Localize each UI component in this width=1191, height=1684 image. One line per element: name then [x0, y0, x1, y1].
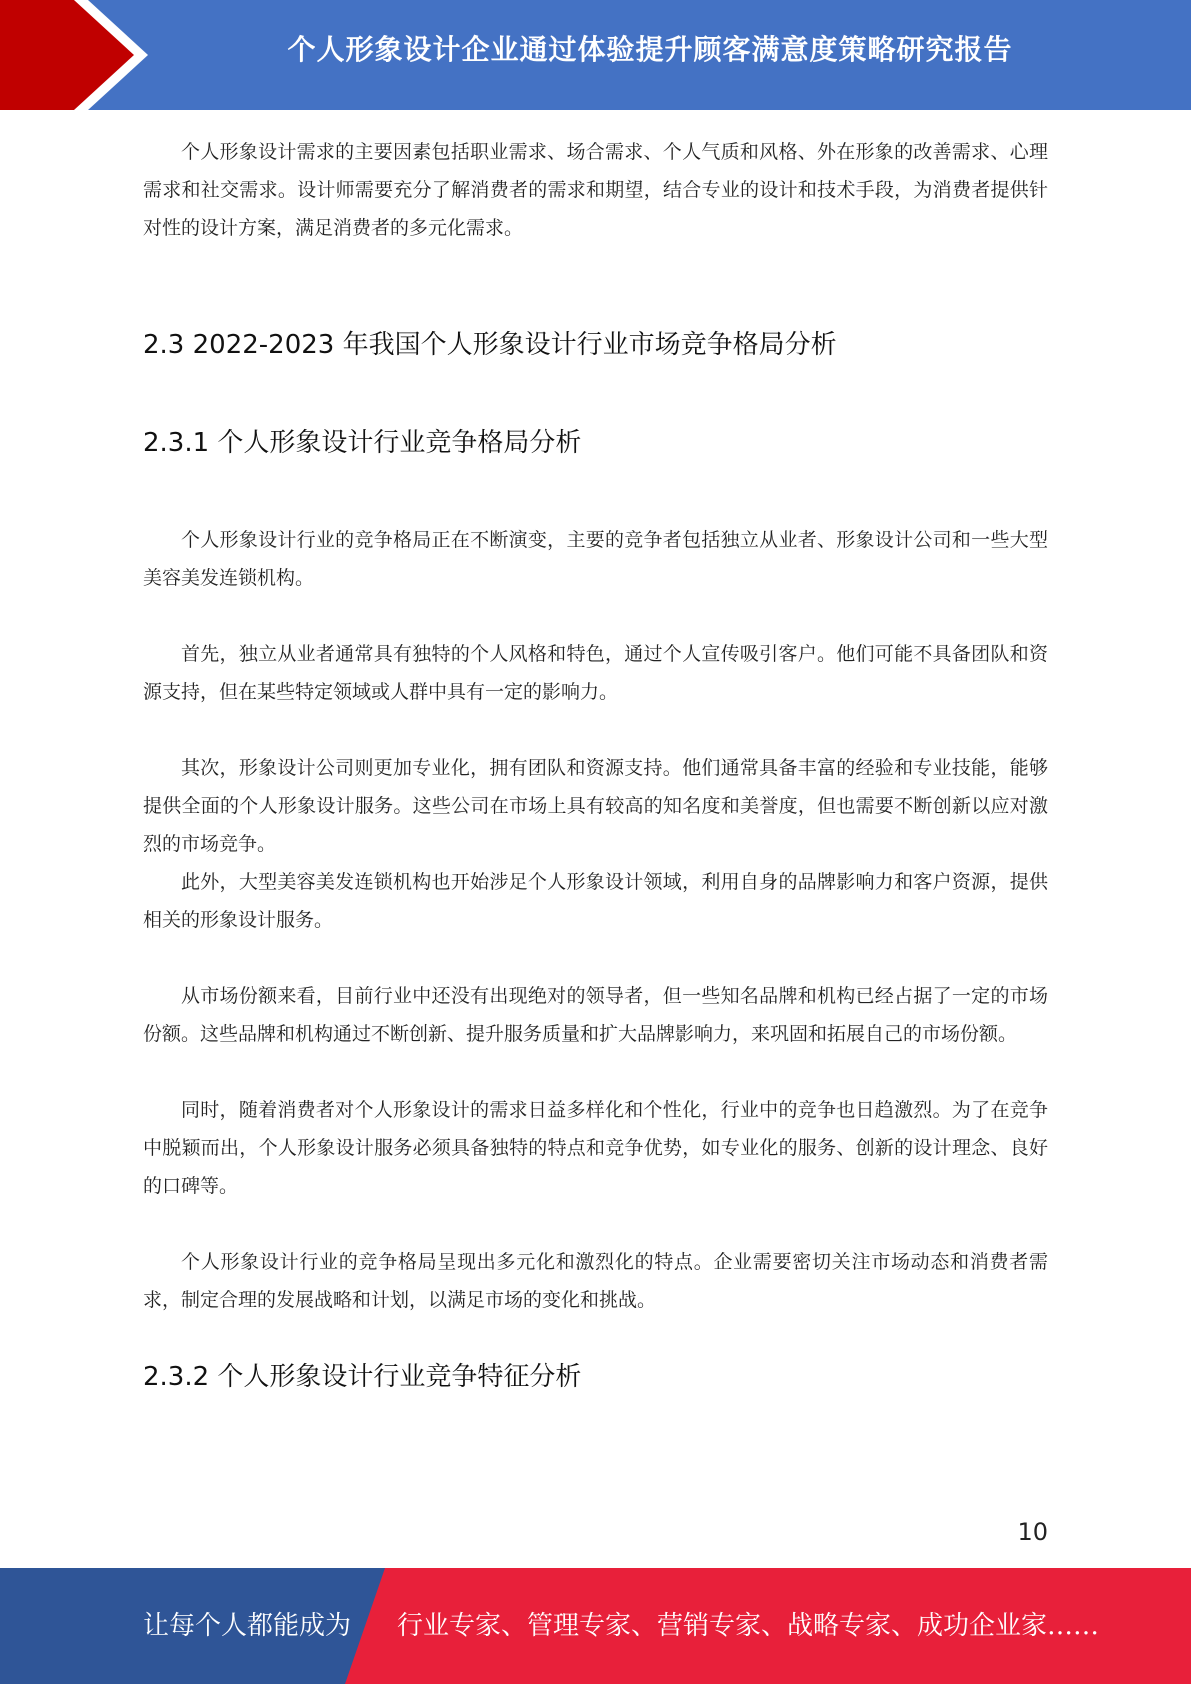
spacer [143, 1319, 1048, 1357]
body-paragraph: 首先，独立从业者通常具有独特的个人风格和特色，通过个人宣传吸引客户。他们可能不具备团队和资源支持，但在某些特定领域或人群中具有一定的影响力。 [143, 643, 1048, 703]
page-content [143, 133, 1048, 1397]
page-number: 10 [1017, 1518, 1048, 1546]
body-paragraph: 其次，形象设计公司则更加专业化，拥有团队和资源支持。他们通常具备丰富的经验和专业技能，能够提供全面的个人形象设计服务。这些公司在市场上具有较高的知名度和美誉度，但也需要不断创新以应对激烈的市场竞争。 [143, 757, 1048, 855]
spacer [143, 247, 1048, 325]
body-paragraph: 个人形象设计行业的竞争格局呈现出多元化和激烈化的特点。企业需要密切关注市场动态和消费者需求，制定合理的发展战略和计划，以满足市场的变化和挑战。 [143, 1251, 1048, 1311]
spacer [143, 939, 1048, 977]
body-paragraph: 同时，随着消费者对个人形象设计的需求日益多样化和个性化，行业中的竞争也日趋激烈。为了在竞争中脱颖而出，个人形象设计服务必须具备独特的特点和竞争优势，如专业化的服务、创新的设计理念、良好的口碑等。 [143, 1099, 1048, 1197]
footer-slogan-right: 行业专家、管理专家、营销专家、战略专家、成功企业家…… [397, 1611, 1100, 1641]
body-paragraph: 从市场份额来看，目前行业中还没有出现绝对的领导者，但一些知名品牌和机构已经占据了一定的市场份额。这些品牌和机构通过不断创新、提升服务质量和扩大品牌影响力，来巩固和拓展自己的市场份额。 [143, 985, 1048, 1045]
spacer [143, 711, 1048, 749]
document-title: 个人形象设计企业通过体验提升顾客满意度策略研究报告 [287, 33, 1013, 66]
page-footer [0, 1568, 1191, 1684]
footer-slogan-left: 让每个人都能成为 [143, 1611, 352, 1641]
body-paragraph: 个人形象设计行业的竞争格局正在不断演变，主要的竞争者包括独立从业者、形象设计公司和一些大型美容美发连锁机构。 [143, 529, 1048, 589]
section-heading-2-3: 2.3 2022-2023 年我国个人形象设计行业市场竞争格局分析 [143, 330, 837, 360]
body-paragraph: 此外，大型美容美发连锁机构也开始涉足个人形象设计领域，利用自身的品牌影响力和客户资源，提供相关的形象设计服务。 [143, 871, 1048, 931]
spacer [143, 597, 1048, 635]
spacer [143, 1053, 1048, 1091]
section-heading-2-3-2: 2.3.2 个人形象设计行业竞争特征分析 [143, 1362, 582, 1392]
spacer [143, 365, 1048, 423]
page-header [0, 0, 1191, 110]
intro-paragraph: 个人形象设计需求的主要因素包括职业需求、场合需求、个人气质和风格、外在形象的改善需求、心理需求和社交需求。设计师需要充分了解消费者的需求和期望，结合专业的设计和技术手段，为消费者提供针对性的设计方案，满足消费者的多元化需求。 [143, 141, 1048, 239]
spacer [143, 1205, 1048, 1243]
spacer [143, 463, 1048, 521]
section-heading-2-3-1: 2.3.1 个人形象设计行业竞争格局分析 [143, 428, 582, 458]
